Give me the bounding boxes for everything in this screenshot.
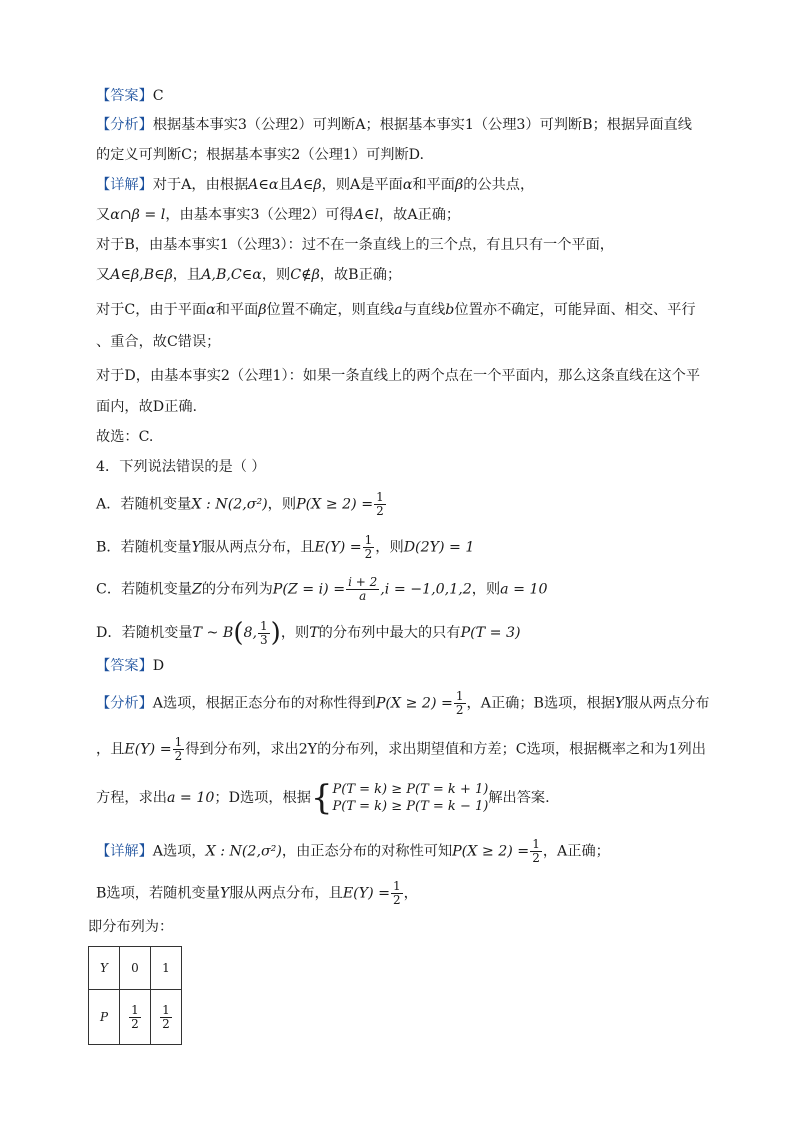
text: 服从两点分布，且 [200,539,315,556]
text: 又 [96,267,111,283]
text: ，A正确； [542,843,610,860]
detail-tag: 【详解】 [96,843,153,860]
text: 对于D，由基本事实2（公理1）：如果一条直线上的两个点在一个平面内，那么这条直线在这个平 [96,368,701,384]
math: E(Y) = [342,885,391,902]
q3-detail-line1 [96,175,698,195]
math: T [309,625,319,641]
q3-analysis-line2 [96,145,698,165]
distribution-table [88,946,182,1045]
q4-analysis-line2 [96,735,706,763]
denominator: 2 [376,504,384,518]
table-row [89,947,182,990]
inequality-1: P(T = k) ≥ P(T = k + 1) [332,782,489,797]
q4-analysis-line3 [96,778,698,818]
table-cell [151,990,182,1045]
q4-detail-line1 [96,838,698,865]
text: 即分布列为： [88,919,174,935]
text: ，故A正确； [378,207,461,223]
math: P(X ≥ 2) = [296,496,374,513]
math: α∩β = l [110,207,166,223]
math: a = 10 [500,581,548,598]
answer-tag: 【答案】 [96,88,153,104]
numerator: 1 [455,689,464,703]
math: P(X ≥ 2) = [452,843,530,860]
text: ，故B正确； [319,267,402,283]
numerator: 1 [174,735,183,749]
denominator: 2 [532,851,540,865]
text: ，则 [280,625,310,641]
q3-detail-line5 [96,300,698,320]
math: A∈β [292,177,322,193]
text: ，则A是平面 [321,177,403,193]
fraction [129,1004,141,1031]
inequality-2: P(T = k) ≥ P(T = k − 1) [332,799,489,814]
numerator: 1 [162,1002,170,1017]
text: ，由基本事实3（公理2）可得 [165,207,354,223]
math: A∈α [248,177,279,193]
answer-tag: 【答案】 [96,658,153,674]
denominator: 2 [393,893,401,907]
text: 对于C，由于平面 [96,302,207,318]
math: Y [614,695,625,712]
text: 和平面 [215,302,259,318]
detail-tag: 【详解】 [96,177,153,193]
numerator: 1 [364,533,373,547]
text: ，则 [375,539,404,556]
text: 的分布列为 [201,581,273,598]
paren-close: ) [270,618,281,648]
q3-detail-line2 [96,205,698,225]
table-cell: 1 [151,947,182,990]
text: 和平面 [412,177,455,193]
denominator: 2 [131,1016,139,1031]
text: 对于B，由基本事实1（公理3）：过不在一条直线上的三个点，有且只有一个平面， [96,237,614,253]
text: ，则 [261,267,291,283]
q4-stem [96,457,698,477]
math: E(Y) = [314,539,362,556]
text: 得到分布列，求出2Y的分布列，求出期望值和方差；C选项，根据概率之和为1列出 [185,741,706,758]
text: B．若随机变量 [96,539,192,556]
fraction [391,880,403,907]
question-stem: 4．下列说法错误的是（ ） [96,459,266,475]
fraction [363,534,375,561]
q4-analysis-line1 [96,689,710,717]
math: β [258,302,267,318]
q3-detail-line7 [96,366,701,386]
math: A,B,C∈α [201,267,262,283]
q4-option-a [96,491,698,518]
text: A．若随机变量 [96,496,192,513]
text: 解出答案. [488,790,550,806]
math: Z [191,581,202,598]
math: P(T = 3) [460,625,521,641]
math: T ~ B [192,625,234,641]
text: ， [403,885,418,902]
text: A选项，根据正态分布的对称性得到 [152,695,376,712]
text: ，则 [471,581,501,598]
math: ,i = −1,0,1,2 [380,581,472,598]
math: β [455,177,464,193]
numerator: 1 [393,879,401,893]
analysis-text: 根据基本事实3（公理2）可判断A；根据基本事实1（公理3）可判断B；根据异面直线 [152,117,692,133]
numerator: 1 [131,1002,139,1017]
analysis-text: 的定义可判断C；根据基本事实2（公理1）可判断D. [96,147,425,163]
math: Y [191,539,201,556]
numerator: 1 [260,618,268,633]
q3-detail-line8 [96,397,698,417]
fraction [258,620,270,647]
math: P(X ≥ 2) = [375,695,453,712]
math: C∉β [290,267,320,283]
math: A∈β,B∈β [110,267,173,283]
text: ，则 [267,496,297,513]
q3-detail-line6 [96,332,698,352]
text: 对于A，由根据 [152,177,249,193]
math: a = 10 [166,790,215,806]
text: 方程，求出 [96,790,167,806]
fraction [346,576,379,603]
left-brace: { [310,778,333,818]
q4-option-d [96,618,698,648]
math: X : N(2,σ²) [191,496,268,513]
analysis-tag: 【分析】 [96,695,153,712]
denominator: 2 [162,1016,170,1031]
q3-answer-line [96,86,698,106]
table-row [89,990,182,1045]
text: ，A正确；B选项，根据 [466,695,615,712]
text: C．若随机变量 [96,581,192,598]
q3-choose-line [96,427,698,447]
q3-detail-line4 [96,265,698,285]
paren-open: ( [233,618,244,648]
text: 位置亦不确定，可能异面、相交、平行 [454,302,696,318]
q4-detail-line3 [88,917,698,937]
q3-analysis-line1 [96,115,698,135]
q4-option-c [96,576,698,603]
text: 又 [96,207,111,223]
math: E(Y) = [124,741,172,758]
text: 位置不确定，则直线 [266,302,395,318]
analysis-tag: 【分析】 [96,117,153,133]
table-cell: P [89,990,120,1045]
answer-value: C [152,88,164,104]
denominator: 3 [260,632,268,647]
text: ，且 [172,267,202,283]
fraction [160,1004,172,1031]
text: 面内，故D正确. [96,399,198,415]
math: D(2Y) = 1 [403,539,475,556]
text: D．若随机变量 [96,625,193,641]
math: α [206,302,216,318]
text: B选项，若随机变量 [96,885,220,902]
math: a [394,302,403,318]
text: A选项， [152,843,206,860]
text: 故选：C. [96,429,154,445]
fraction [173,736,185,763]
denominator: 2 [455,703,464,717]
numerator: i + 2 [348,575,378,589]
fraction [530,838,542,865]
text: ，由正态分布的对称性可知 [281,843,453,860]
math: P(Z = i) = [272,581,346,598]
text: 服从两点分布 [624,695,710,712]
text: 、重合，故C错误； [96,334,221,350]
denominator: 2 [364,547,373,561]
table-cell: 0 [120,947,151,990]
math: 8, [243,625,258,641]
text: 与直线 [402,302,446,318]
table-cell [120,990,151,1045]
q3-detail-line3 [96,235,698,255]
math: A∈l [353,207,379,223]
text: 服从两点分布，且 [229,885,343,902]
fraction [454,690,466,717]
q4-answer-line [96,656,698,676]
denominator: a [359,589,367,603]
text: 的分布列中最大的只有 [318,625,461,641]
text: ；D选项，根据 [214,790,311,806]
math: α [402,177,413,193]
fraction [374,491,386,518]
answer-value: D [152,658,165,674]
denominator: 2 [174,749,183,763]
text: 的公共点， [463,177,535,193]
math: Y [219,885,230,902]
math: b [445,302,455,318]
numerator: 1 [532,837,540,851]
table-cell: Y [89,947,120,990]
math: X : N(2,σ²) [205,843,282,860]
q4-option-b [96,534,698,561]
numerator: 1 [376,490,384,504]
text: 且 [278,177,293,193]
q4-detail-line2 [96,880,698,907]
text: ，且 [96,741,125,758]
inequality-system [333,781,489,815]
